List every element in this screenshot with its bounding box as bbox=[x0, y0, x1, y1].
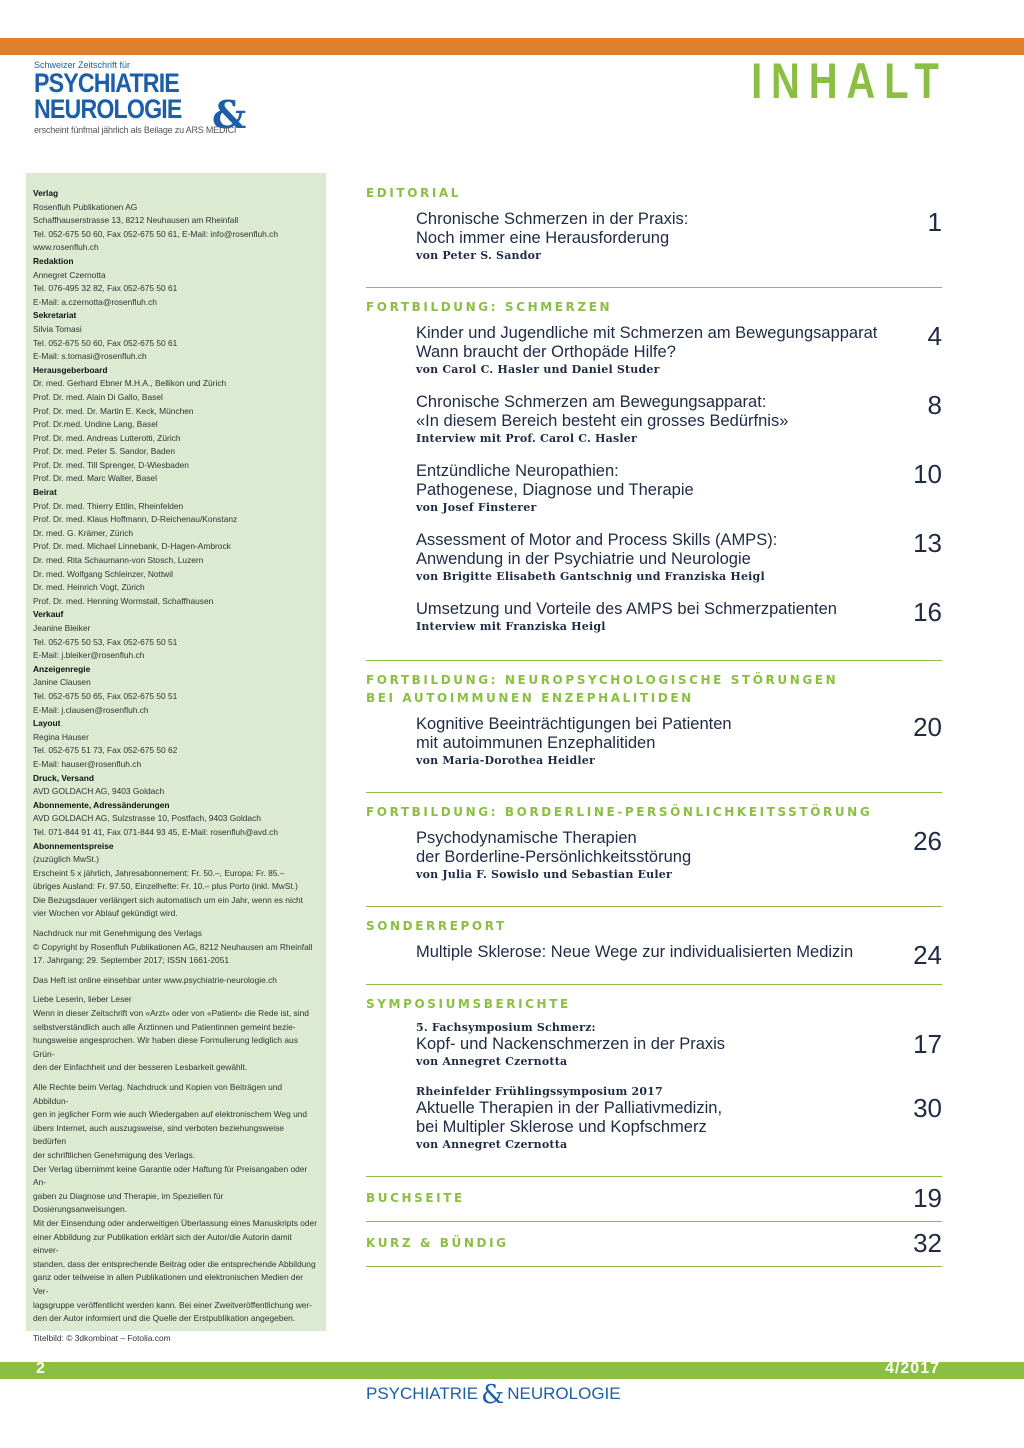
sidebar-line: Rosenfluh Publikationen AG bbox=[33, 201, 138, 212]
toc-entry[interactable] bbox=[416, 528, 942, 584]
sidebar-line: Prof. Dr. med. Andreas Lutterotti, Zürich bbox=[33, 432, 181, 443]
footer-logo bbox=[366, 1380, 621, 1410]
sidebar-label: Redaktion bbox=[33, 255, 74, 266]
entry-title: Psychodynamische Therapien der Borderline-Persönlichkeitsstörung bbox=[416, 829, 692, 866]
sidebar-line: Prof. Dr. med. Marc Walter, Basel bbox=[33, 473, 157, 484]
entry-title: Entzündliche Neuropathien: Pathogenese, Diagnose und Therapie bbox=[416, 462, 694, 499]
page-number: 13 bbox=[913, 528, 942, 558]
entry-title: Umsetzung und Vorteile des AMPS bei Schmerzpatienten bbox=[416, 600, 837, 618]
toc-section bbox=[366, 661, 942, 793]
sidebar-line: übriges Ausland: Fr. 97.50, Einzelhefte: Fr. 10.– plus Porto (inkl. MwSt.) bbox=[33, 881, 298, 892]
entry-author: von Peter S. Sandor bbox=[416, 249, 542, 262]
entry-author: von Josef Finsterer bbox=[416, 501, 537, 514]
entry-author: von Brigitte Elisabeth Gantschnig und Franziska Heigl bbox=[416, 570, 765, 583]
entry-author: von Annegret Czernotta bbox=[416, 1055, 568, 1068]
footer-logo-amp: & bbox=[481, 1380, 505, 1410]
sidebar-line: Der Verlag übernimmt keine Garantie oder Haftung für Preisangaben oder An- bbox=[33, 1163, 308, 1188]
sidebar-line: Prof. Dr. med. Dr. Martin E. Keck, München bbox=[33, 405, 194, 416]
page-number: 30 bbox=[913, 1093, 942, 1123]
sidebar-line: E-Mail: j.bleiker@rosenfluh.ch bbox=[33, 650, 145, 661]
sidebar-label: Beirat bbox=[33, 487, 57, 498]
section-title: FORTBILDUNG: SCHMERZEN bbox=[366, 300, 613, 314]
entry-title: Chronische Schmerzen am Bewegungsapparat: «In diesem Bereich besteht ein grosses Bedürfnis» bbox=[416, 393, 789, 430]
toc-entry[interactable] bbox=[416, 459, 942, 515]
entry-kicker: 5. Fachsymposium Schmerz: bbox=[416, 1021, 596, 1034]
sidebar-line: selbstverständlich auch alle Ärztinnen und Patientinnen gemeint bezie- bbox=[33, 1021, 296, 1032]
entry-title: Kopf- und Nackenschmerzen in der Praxis bbox=[416, 1035, 726, 1053]
toc-section bbox=[366, 1177, 942, 1222]
entry-kicker: Rheinfelder Frühlingssymposium 2017 bbox=[416, 1085, 663, 1098]
sidebar-line: Dr. med. Heinrich Vogt, Zürich bbox=[33, 582, 145, 593]
toc-section bbox=[366, 1222, 942, 1267]
toc-entry[interactable] bbox=[416, 390, 942, 446]
sidebar-line: ganz oder teilweise in allen Publikationen und elektronischen Medien der Ver- bbox=[33, 1272, 304, 1296]
section-title: EDITORIAL bbox=[366, 186, 462, 200]
impressum-sidebar bbox=[26, 173, 326, 1343]
sidebar-label: Verkauf bbox=[33, 609, 64, 620]
toc-entry[interactable] bbox=[416, 321, 942, 377]
entry-title: Multiple Sklerose: Neue Wege zur individualisierten Medizin bbox=[416, 943, 854, 961]
sidebar-line: Tel. 052-675 50 53, Fax 052-675 50 51 bbox=[33, 636, 178, 647]
entry-title: Kognitive Beeinträchtigungen bei Patienten mit autoimmunen Enzephalitiden bbox=[416, 715, 732, 752]
sidebar-label: Verlag bbox=[33, 188, 59, 198]
sidebar-line: Liebe Leserin, lieber Leser bbox=[33, 994, 132, 1005]
section-title: FORTBILDUNG: NEUROPSYCHOLOGISCHE STÖRUNGEN BEI AUTOIMMUNEN ENZEPHALITIDEN bbox=[366, 673, 839, 705]
journal-logo bbox=[34, 60, 334, 135]
page-number: 32 bbox=[913, 1228, 942, 1258]
sidebar-line: den der Autor informiert und die Quelle der Erstpublikation angegeben. bbox=[33, 1313, 296, 1324]
entry-author: von Maria-Dorothea Heidler bbox=[416, 754, 596, 767]
toc-section bbox=[366, 985, 942, 1177]
sidebar-label: Abonnemente, Adressänderungen bbox=[33, 799, 170, 810]
sidebar-line: übers Internet, auch auszugsweise, sind verboten beziehungsweise bedürfen bbox=[33, 1122, 284, 1147]
sidebar-line: Regina Hauser bbox=[33, 731, 89, 742]
sidebar-line: Dr. med. Gerhard Ebner M.H.A., Bellikon und Zürich bbox=[33, 378, 227, 389]
sidebar-line: Tel. 052-675 50 65, Fax 052-675 50 51 bbox=[33, 690, 178, 701]
entry-author: von Julia F. Sowislo und Sebastian Euler bbox=[416, 868, 672, 881]
sidebar-line: (zuzüglich MwSt.) bbox=[33, 854, 100, 865]
entry-author: Interview mit Franziska Heigl bbox=[416, 620, 606, 633]
sidebar-line: Dr. med. Rita Schaumann-von Stosch, Luzern bbox=[33, 555, 204, 566]
sidebar-line: Tel. 071-844 91 41, Fax 071-844 93 45, E-Mail: rosenfluh@avd.ch bbox=[33, 826, 279, 837]
sidebar-line: Alle Rechte beim Verlag. Nachdruck und Kopien von Beiträgen und Abbildun- bbox=[33, 1082, 283, 1106]
sidebar-line: E-Mail: a.czernotta@rosenfluh.ch bbox=[33, 296, 157, 307]
sidebar-line: Prof. Dr. med. Peter S. Sandor, Baden bbox=[33, 446, 175, 457]
entry-title: Assessment of Motor and Process Skills (AMPS): Anwendung in der Psychiatrie und Neurologie bbox=[416, 531, 778, 568]
page-number: 24 bbox=[913, 940, 942, 970]
sidebar-line: Titelbild: © 3dkombinat – Fotolia.com bbox=[33, 1332, 171, 1343]
sidebar-line: Mit der Einsendung oder anderweitigen Überlassung eines Manuskripts oder bbox=[33, 1217, 317, 1228]
entry-title: Aktuelle Therapien in der Palliativmedizin, bei Multipler Sklerose und Kopfschmerz bbox=[416, 1099, 723, 1136]
sidebar-line: vier Wochen vor Ablauf gekündigt wird. bbox=[33, 908, 178, 919]
sidebar-line: Tel. 052-675 50 60, Fax 052-675 50 61 bbox=[33, 337, 178, 348]
toc-entry[interactable] bbox=[416, 712, 942, 768]
entry-author: Interview mit Prof. Carol C. Hasler bbox=[416, 432, 637, 445]
sidebar-line: gaben zu Diagnose und Therapie, im Speziellen für Dosierungsanweisungen. bbox=[33, 1190, 224, 1215]
toc-entry[interactable] bbox=[416, 1085, 942, 1152]
sidebar-line: Nachdruck nur mit Genehmigung des Verlags bbox=[33, 928, 202, 939]
toc-entry[interactable] bbox=[416, 597, 942, 634]
entry-title: Kinder und Jugendliche mit Schmerzen am Bewegungsapparat Wann braucht der Orthopäde Hilfe? bbox=[416, 324, 878, 361]
page-number: 17 bbox=[913, 1029, 942, 1059]
sidebar-line: Tel. 052-675 50 60, Fax 052-675 50 61, E-Mail: info@rosenfluh.ch bbox=[33, 228, 279, 239]
entry-author: von Carol C. Hasler und Daniel Studer bbox=[416, 363, 660, 376]
sidebar-line: Jeanine Bleiker bbox=[33, 623, 91, 633]
table-of-contents bbox=[366, 176, 942, 1267]
sidebar-label: Sekretariat bbox=[33, 310, 77, 321]
sidebar-line: Prof. Dr. med. Michael Linnebank, D-Hagen-Ambrock bbox=[33, 541, 231, 552]
section-title: FORTBILDUNG: BORDERLINE-PERSÖNLICHKEITSSTÖRUNG bbox=[366, 805, 873, 819]
toc-entry[interactable] bbox=[416, 940, 942, 970]
sidebar-line: Prof. Dr. med. Thierry Ettlin, Rheinfelden bbox=[33, 500, 184, 511]
sidebar-line: E-Mail: j.clausen@rosenfluh.ch bbox=[33, 704, 149, 715]
section-title: KURZ & BÜNDIG bbox=[366, 1236, 509, 1250]
toc-entry[interactable] bbox=[416, 1021, 942, 1069]
sidebar-label: Herausgeberboard bbox=[33, 364, 108, 375]
issue-number: 4/2017 bbox=[885, 1360, 940, 1377]
sidebar-line: © Copyright by Rosenfluh Publikationen AG, 8212 Neuhausen am Rheinfall bbox=[33, 941, 313, 952]
sidebar-line: Janine Clausen bbox=[33, 677, 91, 688]
sidebar-label: Layout bbox=[33, 718, 61, 729]
sidebar-line: einer Abbildung zur Publikation erklärt sich der Autor/die Autorin damit einver- bbox=[33, 1231, 292, 1256]
bottom-accent-bar bbox=[0, 1362, 1024, 1379]
sidebar-line: lagsgruppe veröffentlicht werden kann. Bei einer Zweitveröffentlichung wer- bbox=[33, 1299, 313, 1310]
sidebar-line: AVD GOLDACH AG, Sulzstrasse 10, Postfach, 9403 Goldach bbox=[33, 813, 261, 824]
page-number: 4 bbox=[927, 321, 942, 351]
sidebar-line: den der Einfachheit und der besseren Lesbarkeit gewählt. bbox=[33, 1062, 248, 1073]
sidebar-line: Tel. 052-675 51 73, Fax 052-675 50 62 bbox=[33, 745, 178, 756]
toc-section bbox=[366, 793, 942, 907]
logo-subtitle: erscheint fünfmal jährlich als Beilage zu ARS MEDICI bbox=[34, 125, 237, 135]
sidebar-line: E-Mail: hauser@rosenfluh.ch bbox=[33, 758, 142, 769]
sidebar-line: Schaffhauserstrasse 13, 8212 Neuhausen am Rheinfall bbox=[33, 215, 239, 226]
sidebar-line: 17. Jahrgang; 29. September 2017; ISSN 1661-2051 bbox=[33, 955, 230, 966]
section-title: SONDERREPORT bbox=[366, 919, 507, 933]
sidebar-line: E-Mail: s.tomasi@rosenfluh.ch bbox=[33, 351, 147, 362]
page-number: 8 bbox=[927, 390, 942, 420]
entry-author: von Annegret Czernotta bbox=[416, 1138, 568, 1151]
logo-ampersand: & bbox=[212, 92, 247, 137]
sidebar-line: Dr. med. Wolfgang Schleinzer, Nottwil bbox=[33, 568, 173, 579]
page-number: 16 bbox=[913, 597, 942, 627]
toc-entry[interactable] bbox=[416, 826, 942, 882]
sidebar-line: Erscheint 5 x jährlich, Jahresabonnement: Fr. 50.–, Europa: Fr. 85.– bbox=[33, 867, 285, 878]
page-number: 26 bbox=[913, 826, 942, 856]
sidebar-line: Wenn in dieser Zeitschrift von «Arzt» oder von «Patient» die Rede ist, sind bbox=[33, 1008, 309, 1019]
sidebar-line: Annegret Czernotta bbox=[33, 269, 106, 280]
page-heading: INHALT bbox=[751, 53, 948, 109]
sidebar-line: Dr. med. G. Krämer, Zürich bbox=[33, 527, 134, 538]
footer-logo-right: NEUROLOGIE bbox=[507, 1384, 621, 1403]
sidebar-line: Das Heft ist online einsehbar unter www.psychiatrie-neurologie.ch bbox=[33, 974, 277, 985]
section-title: BUCHSEITE bbox=[366, 1191, 465, 1205]
page-number: 10 bbox=[913, 459, 942, 489]
section-title: SYMPOSIUMSBERICHTE bbox=[366, 997, 571, 1011]
sidebar-line: Prof. Dr. med. Till Sprenger, D-Wiesbaden bbox=[33, 459, 189, 470]
entry-title: Chronische Schmerzen in der Praxis: Noch immer eine Herausforderung bbox=[416, 210, 689, 247]
logo-line-2: NEUROLOGIE bbox=[34, 94, 182, 124]
footer-logo-left: PSYCHIATRIE bbox=[366, 1384, 479, 1403]
sidebar-line: Silvia Tomasi bbox=[33, 323, 82, 334]
page-number: 19 bbox=[913, 1183, 942, 1213]
toc-section bbox=[366, 288, 942, 661]
sidebar-line: der schriftlichen Genehmigung des Verlags. bbox=[33, 1149, 196, 1160]
page-number: 2 bbox=[36, 1360, 45, 1377]
sidebar-line: www.rosenfluh.ch bbox=[33, 242, 99, 253]
sidebar-line: hungsweise angesprochen. Wir haben diese Formulierung lediglich aus Grün- bbox=[33, 1035, 298, 1059]
sidebar-line: gen in jeglicher Form wie auch Wiedergaben auf elektronischem Weg und bbox=[33, 1109, 308, 1120]
page-number: 20 bbox=[913, 712, 942, 742]
toc-entry[interactable] bbox=[416, 207, 942, 263]
sidebar-line: Prof. Dr.med. Undine Lang, Basel bbox=[33, 419, 158, 430]
sidebar-line: Prof. Dr. med. Henning Wormstall, Schaffhausen bbox=[33, 595, 214, 606]
toc-section bbox=[366, 907, 942, 985]
sidebar-line: Prof. Dr. med. Alain Di Gallo, Basel bbox=[33, 391, 163, 402]
sidebar-line: standen, dass der entsprechende Beitrag oder die entsprechende Abbildung bbox=[33, 1258, 316, 1269]
sidebar-line: AVD GOLDACH AG, 9403 Goldach bbox=[33, 786, 165, 797]
sidebar-line: Die Bezugsdauer verlängert sich automatisch um ein Jahr, wenn es nicht bbox=[33, 894, 304, 905]
logo-line-1: PSYCHIATRIE bbox=[34, 68, 179, 98]
sidebar-label: Abonnementspreise bbox=[33, 840, 114, 851]
sidebar-label: Anzeigenregie bbox=[33, 663, 91, 674]
sidebar-label: Druck, Versand bbox=[33, 772, 94, 783]
sidebar-line: Tel. 076-495 32 82, Fax 052-675 50 61 bbox=[33, 283, 178, 294]
impressum-text bbox=[33, 187, 319, 1345]
logo-kicker: Schweizer Zeitschrift für bbox=[34, 60, 131, 70]
sidebar-line: Prof. Dr. med. Klaus Hoffmann, D-Reichenau/Konstanz bbox=[33, 514, 238, 525]
toc-section bbox=[366, 176, 942, 288]
page-number: 1 bbox=[927, 207, 942, 237]
